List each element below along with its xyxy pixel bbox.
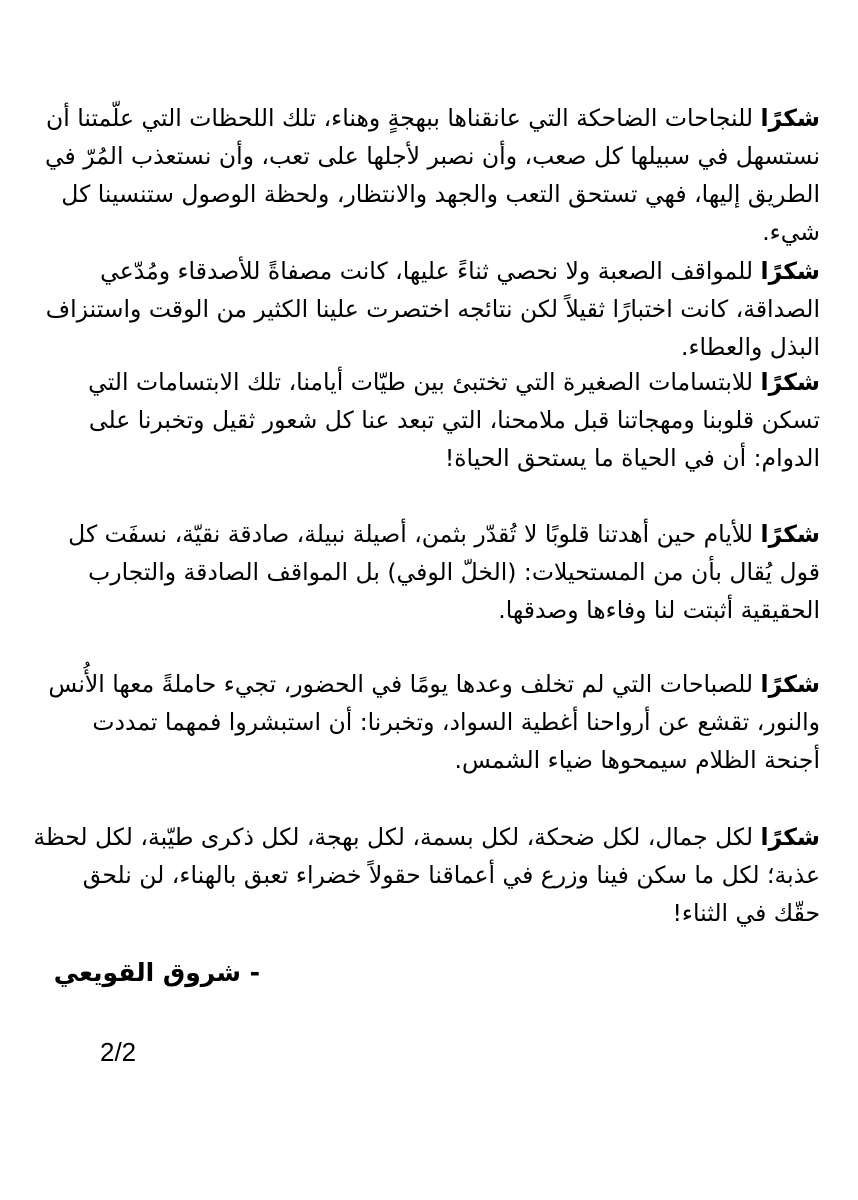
paragraph-4 — [30, 515, 820, 629]
paragraph-3 — [30, 363, 820, 477]
author-signature: - شروق القويعي — [53, 958, 260, 987]
paragraph-1 — [30, 99, 820, 251]
paragraph-6-text: لكل جمال، لكل ضحكة، لكل بسمة، لكل بهجة، لكل ذكرى طيّبة، لكل لحظة عذبة؛ لكل ما سكن فينا وزرع في أعماقنا حقولاً خضراء تعبق بالهناء، لن نلحق حقّك في الثناء! — [33, 823, 820, 927]
page-number: 2/2 — [100, 1037, 137, 1067]
paragraph-5-text: للصباحات التي لم تخلف وعدها يومًا في الحضور، تجيء حاملةً معها الأُنس والنور، تقشع عن أرواحنا أغطية السواد، وتخبرنا: أن استبشروا فمهما تمددت أجنحة الظلام سيمحوها ضياء الشمس. — [48, 670, 820, 774]
paragraph-4-text: للأيام حين أهدتنا قلوبًا لا تُقدّر بثمن، أصيلة نبيلة، صادقة نقيّة، نسفَت كل قول يُقال بأن من المستحيلات: (الخلّ الوفي) بل المواقف الصادقة والتجارب الحقيقية أثبتت لنا وفاءها وصدقها. — [68, 520, 820, 624]
paragraph-3-lead: شكرًا — [760, 368, 820, 396]
paragraph-1-text: للنجاحات الضاحكة التي عانقناها ببهجةٍ وهناء، تلك اللحظات التي علّمتنا أن نستسهل في سبيلها كل صعب، وأن نصبر لأجلها على تعب، وأن نستعذب المُرّ في الطريق إليها، فهي تستحق التعب والجهد والانتظار، ولحظة الوصول ستنسينا كل شيء. — [44, 104, 820, 246]
paragraph-4-lead: شكرًا — [760, 520, 820, 548]
paragraph-5 — [30, 665, 820, 779]
paragraph-6 — [30, 818, 820, 932]
paragraph-1-lead: شكرًا — [760, 104, 820, 132]
paragraph-2-lead: شكرًا — [760, 257, 820, 285]
paragraph-2-text: للمواقف الصعبة ولا نحصي ثناءً عليها، كانت مصفاةً للأصدقاء ومُدّعي الصداقة، كانت اختبارًا ثقيلاً لكن نتائجه اختصرت علينا الكثير من الوقت واستنزاف البذل والعطاء. — [45, 257, 820, 361]
paragraph-6-lead: شكرًا — [760, 823, 820, 851]
paragraph-5-lead: شكرًا — [760, 670, 820, 698]
paragraph-2 — [30, 252, 820, 366]
paragraph-3-text: للابتسامات الصغيرة التي تختبئ بين طيّات أيامنا، تلك الابتسامات التي تسكن قلوبنا ومهجاتنا قبل ملامحنا، التي تبعد عنا كل شعور ثقيل وتخبرنا على الدوام: أن في الحياة ما يستحق الحياة! — [88, 368, 820, 472]
